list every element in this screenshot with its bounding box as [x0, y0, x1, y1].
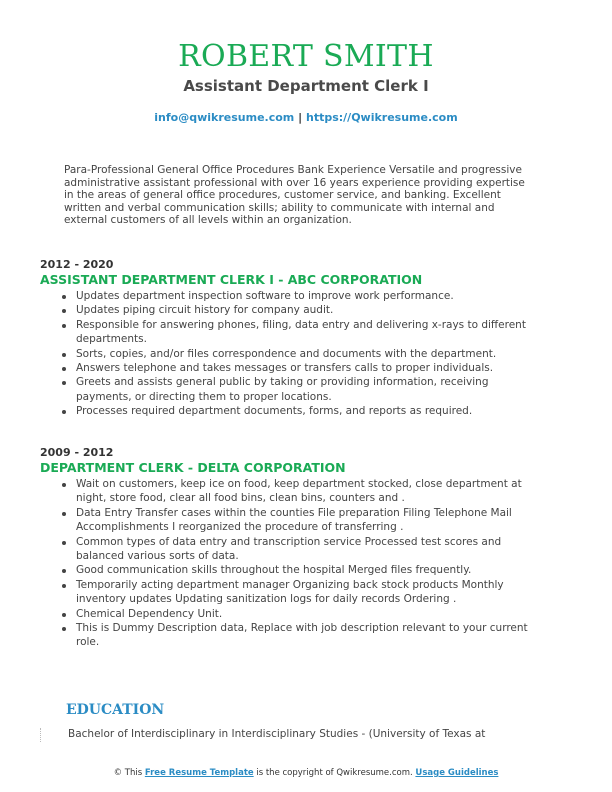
contact-separator: |: [298, 111, 303, 124]
job-bullet-list: [40, 289, 540, 419]
job-heading: ASSISTANT DEPARTMENT CLERK I - ABC CORPORATION: [40, 272, 423, 287]
footer-copyright-text: is the copyright of Qwikresume.com.: [256, 768, 413, 778]
usage-guidelines-link[interactable]: Usage Guidelines: [415, 768, 499, 778]
job-bullet: Temporarily acting department manager Organizing back stock products Monthly inventory updates Updating sanitization logs for daily records Ordering .: [76, 578, 540, 607]
job-bullet-list: [40, 477, 540, 650]
job-bullet: Sorts, copies, and/or files correspondence and documents with the department.: [76, 347, 540, 361]
experience-entry: [40, 258, 540, 419]
job-bullet: Updates department inspection software to improve work performance.: [76, 289, 540, 303]
job-bullet: Good communication skills throughout the hospital Merged files frequently.: [76, 563, 540, 577]
footer: [0, 768, 612, 778]
website-link[interactable]: https://Qwikresume.com: [305, 111, 458, 124]
job-bullet: Responsible for answering phones, filing, data entry and delivering x-rays to different departments.: [76, 318, 540, 347]
job-dates: 2012 - 2020: [40, 258, 114, 271]
job-bullet: Answers telephone and takes messages or transfers calls to proper individuals.: [76, 361, 540, 375]
email-link[interactable]: info@qwikresume.com: [154, 111, 295, 124]
job-bullet: Greets and assists general public by taking or providing information, receiving payments, or directing them to proper locations.: [76, 375, 540, 404]
education-item: Bachelor of Interdisciplinary in Interdisciplinary Studies - (University of Texas at: [68, 728, 486, 740]
candidate-title: Assistant Department Clerk I: [183, 77, 429, 95]
job-heading: DEPARTMENT CLERK - DELTA CORPORATION: [40, 460, 346, 475]
education-heading: EDUCATION: [66, 702, 165, 718]
footer-prefix: © This: [113, 768, 143, 778]
job-bullet: Chemical Dependency Unit.: [76, 607, 540, 621]
contact-line: [0, 111, 612, 124]
job-bullet: Wait on customers, keep ice on food, keep department stocked, close department at night, store food, clear all food bins, clean bins, counters and .: [76, 477, 540, 506]
free-resume-template-link[interactable]: Free Resume Template: [144, 768, 254, 778]
job-bullet: Updates piping circuit history for company audit.: [76, 303, 540, 317]
experience-entry: [40, 446, 540, 650]
summary-paragraph: Para-Professional General Office Procedures Bank Experience Versatile and progressive administrative assistant professional with over 16 years experience providing expertise in the areas of general office procedures, customer service, and banking. Excellent written and verbal communication skills; ability to communicate with internal and external customers of all levels within an organization.: [64, 164, 525, 227]
job-bullet: Common types of data entry and transcription service Processed test scores and balanced various sorts of data.: [76, 535, 540, 564]
candidate-name: ROBERT SMITH: [178, 39, 434, 74]
job-dates: 2009 - 2012: [40, 446, 114, 459]
job-bullet: Processes required department documents, forms, and reports as required.: [76, 404, 540, 418]
job-bullet: This is Dummy Description data, Replace with job description relevant to your current role.: [76, 621, 540, 650]
job-bullet: Data Entry Transfer cases within the counties File preparation Filing Telephone Mail Accomplishments I reorganized the procedure of transferring .: [76, 506, 540, 535]
